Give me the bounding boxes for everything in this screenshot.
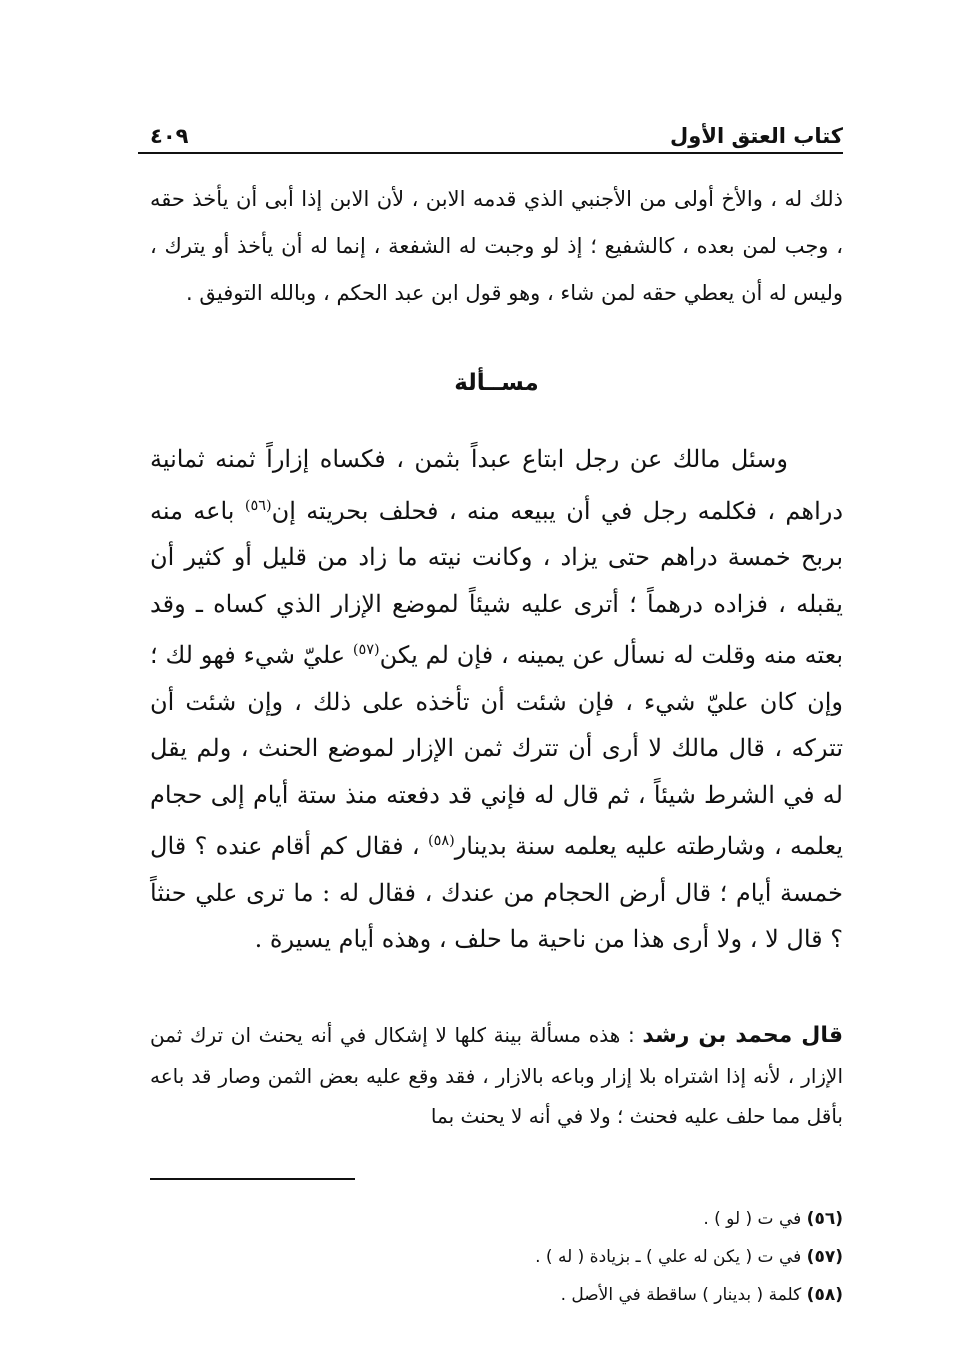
footnote-number: (٥٦) [806,1209,843,1229]
header-rule [138,152,843,154]
commentary-text: : هذه مسألة بينة كلها لا إشكال في أنه يحنث ان ترك ثمن الإزار ، لأنه إذا اشتراه بلا إزار وباعه بالازار ، فقد وقع عليه بعض الثمن وصار قد باعه بأقل مما حلف عليه فحنث ؛ ولا في أنه لا يحنث بما [150,1023,843,1128]
page-number: ٤٠٩ [150,124,189,148]
running-title: كتاب العتق الأول [670,124,843,148]
footnote-ref-57: (٥٧) [352,642,380,658]
footnote-text: كلمة ( بدينار ) ساقطة في الأصل . [560,1285,807,1305]
question-text-1: وسئل مالك عن رجل ابتاع عبداً بثمن ، فكساه إزاراً ثمنه ثمانية دراهم ، فكلمه رجل في أن يبيعه منه ، فحلف بحريته إن [150,445,844,525]
footnotes [150,1200,843,1314]
footnote-number: (٥٧) [806,1247,843,1267]
question-text-4: ، فقال كم أقام عنده ؟ قال خمسة أيام ؛ قال أرض الحجام من عندك ، فقال له : ما ترى علي حنثاً ؟ قال لا ، ولا أرى هذا من ناحية ما حلف ، وهذه أيام يسيرة . [150,832,843,953]
question-paragraph [150,436,843,963]
question-text-3: عليّ شيء فهو لك ؛ وإن كان عليّ شيء ، فإن شئت أن تأخذه على ذلك ، وإن شئت أن تتركه ، قال مالك لا أرى أن تترك ثمن الإزار لموضع الحنث ، ولم يقل له في الشرط شيئاً ، ثم قال له فإني قد دفعته منذ ستة أيام إلى حجام يعلمه ، وشارطته عليه يعلمه سنة بدينار [150,641,843,860]
footnote-ref-56: (٥٦) [244,497,272,514]
footnote-number: (٥٨) [806,1285,843,1305]
section-title: مســألة [454,370,539,396]
footnote-rule [150,1178,355,1180]
commentary-paragraph [150,1015,843,1136]
footnote-57 [150,1238,843,1276]
footnote-58 [150,1276,843,1314]
page-header [150,108,843,148]
book-page [150,0,843,1370]
question-text-2: باعه منه بربح خمسة دراهم حتى يزاد ، وكانت نيته ما زاد من قليل أو كثير أن يقبله ، فزاده درهماً ؛ أترى عليه شيئاً لموضع الإزار الذي كساه ـ وقد بعته منه وقلت له نسأل عن يمينه ، فإن لم يكن [150,496,843,669]
footnote-56 [150,1200,843,1238]
footnote-text: في ت ( لو ) . [703,1209,807,1229]
footnote-ref-58: (٥٨) [428,833,455,849]
footnote-text: في ت ( يكن له علي ) ـ بزيادة ( له ) . [535,1247,807,1267]
commentary-author: قال محمد بن رشد [642,1023,844,1048]
continuation-paragraph: ذلك له ، والأخ أولى من الأجنبي الذي قدمه الابن ، لأن الابن إذا أبى أن يأخذ حقه ، وجب لمن بعده ، كالشفيع ؛ إذ لو وجبت له الشفعة ، إنما له أن يأخذ أو يترك ، وليس له أن يعطي حقه لمن شاء ، وهو قول ابن عبد الحكم ، وبالله التوفيق . [150,187,843,305]
